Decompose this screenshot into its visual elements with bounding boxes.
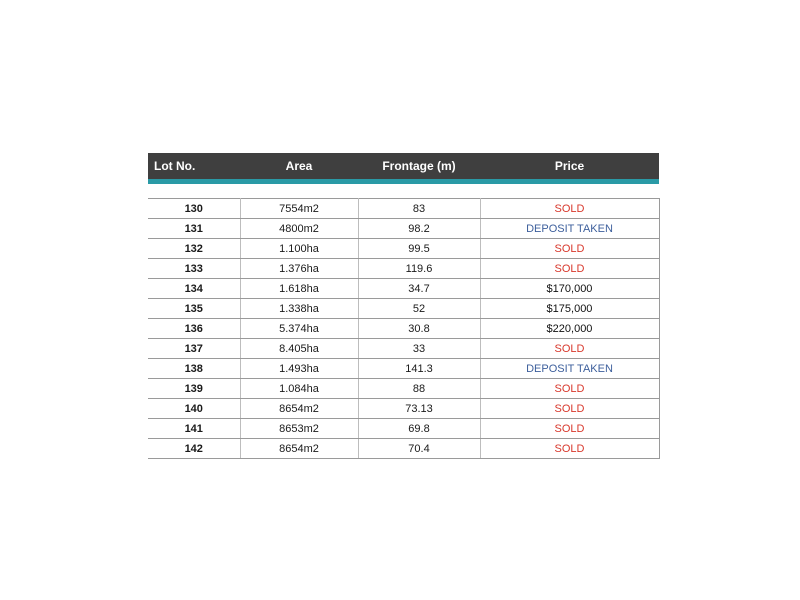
cell-area: 1.618ha [240, 279, 358, 299]
cell-lot-no: 140 [148, 399, 240, 419]
cell-frontage: 73.13 [358, 399, 480, 419]
cell-area: 1.084ha [240, 379, 358, 399]
cell-price: SOLD [480, 259, 659, 279]
cell-frontage: 119.6 [358, 259, 480, 279]
cell-lot-no: 139 [148, 379, 240, 399]
table-row [148, 199, 659, 219]
header-spacer [148, 184, 659, 198]
header-lot-no: Lot No. [154, 159, 196, 173]
table-row [148, 379, 659, 399]
cell-price: SOLD [480, 399, 659, 419]
cell-price: SOLD [480, 379, 659, 399]
table-row [148, 399, 659, 419]
cell-price: SOLD [480, 239, 659, 259]
table-row [148, 219, 659, 239]
cell-price: $220,000 [480, 319, 659, 339]
cell-area: 1.100ha [240, 239, 358, 259]
cell-lot-no: 141 [148, 419, 240, 439]
table-row [148, 259, 659, 279]
cell-lot-no: 137 [148, 339, 240, 359]
cell-area: 1.376ha [240, 259, 358, 279]
cell-price: DEPOSIT TAKEN [480, 219, 659, 239]
cell-frontage: 88 [358, 379, 480, 399]
cell-frontage: 99.5 [358, 239, 480, 259]
cell-frontage: 83 [358, 199, 480, 219]
cell-frontage: 33 [358, 339, 480, 359]
table-row [148, 299, 659, 319]
cell-area: 1.493ha [240, 359, 358, 379]
cell-frontage: 141.3 [358, 359, 480, 379]
cell-price: DEPOSIT TAKEN [480, 359, 659, 379]
cell-area: 8653m2 [240, 419, 358, 439]
cell-frontage: 52 [358, 299, 480, 319]
cell-frontage: 34.7 [358, 279, 480, 299]
table-row [148, 419, 659, 439]
table-row [148, 439, 659, 459]
cell-frontage: 69.8 [358, 419, 480, 439]
cell-lot-no: 132 [148, 239, 240, 259]
cell-frontage: 70.4 [358, 439, 480, 459]
cell-lot-no: 142 [148, 439, 240, 459]
cell-area: 4800m2 [240, 219, 358, 239]
cell-area: 1.338ha [240, 299, 358, 319]
table-header [148, 153, 659, 179]
cell-price: $170,000 [480, 279, 659, 299]
cell-price: SOLD [480, 339, 659, 359]
lot-price-table [148, 153, 659, 459]
cell-lot-no: 133 [148, 259, 240, 279]
lots-table-body [148, 198, 660, 459]
cell-frontage: 98.2 [358, 219, 480, 239]
header-frontage: Frontage (m) [382, 159, 456, 173]
cell-area: 5.374ha [240, 319, 358, 339]
cell-price: SOLD [480, 199, 659, 219]
header-price: Price [554, 159, 585, 173]
cell-area: 8.405ha [240, 339, 358, 359]
table-row [148, 339, 659, 359]
cell-area: 8654m2 [240, 399, 358, 419]
table-row [148, 279, 659, 299]
cell-area: 8654m2 [240, 439, 358, 459]
cell-price: SOLD [480, 439, 659, 459]
cell-frontage: 30.8 [358, 319, 480, 339]
table-row [148, 319, 659, 339]
cell-lot-no: 134 [148, 279, 240, 299]
cell-lot-no: 138 [148, 359, 240, 379]
cell-lot-no: 135 [148, 299, 240, 319]
table-row [148, 239, 659, 259]
cell-price: SOLD [480, 419, 659, 439]
cell-lot-no: 136 [148, 319, 240, 339]
cell-area: 7554m2 [240, 199, 358, 219]
header-area: Area [285, 159, 313, 173]
cell-lot-no: 131 [148, 219, 240, 239]
cell-lot-no: 130 [148, 199, 240, 219]
table-row [148, 359, 659, 379]
cell-price: $175,000 [480, 299, 659, 319]
